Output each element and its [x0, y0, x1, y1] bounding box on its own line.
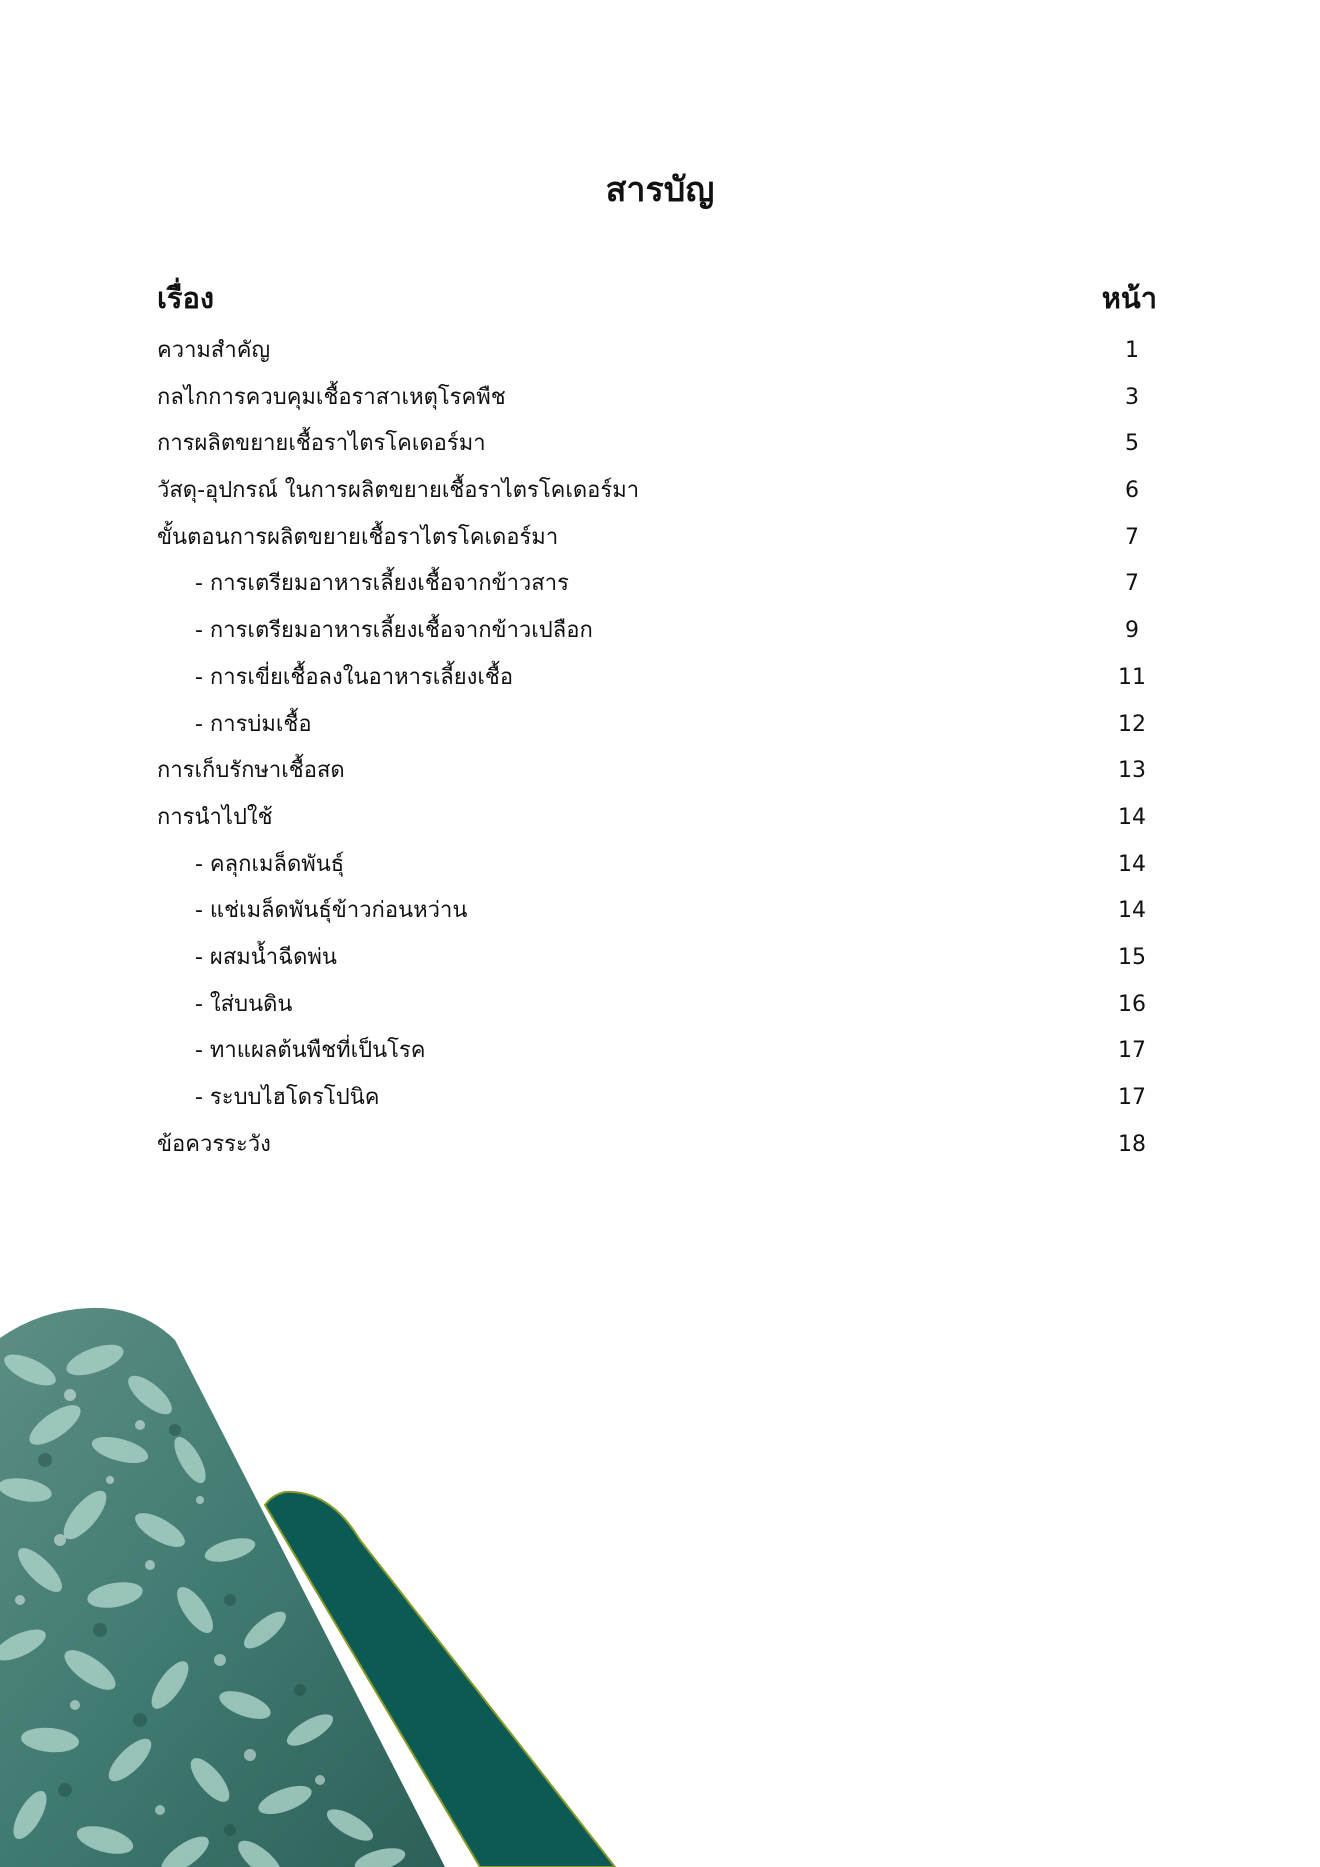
toc-entry-title: - ระบบไฮโดรโปนิค	[195, 1085, 380, 1110]
toc-subentry	[157, 660, 1157, 707]
toc-entry-title: - การเตรียมอาหารเลี้ยงเชื้อจากข้าวสาร	[195, 571, 569, 597]
toc-entry	[157, 380, 1157, 427]
toc-entry-page: 13	[1118, 758, 1146, 784]
toc-subentry	[157, 707, 1157, 754]
toc-entry-title: - การเขี่ยเชื้อลงในอาหารเลี้ยงเชื้อ	[195, 664, 514, 690]
toc-subentry	[157, 1033, 1157, 1080]
toc-entry	[157, 753, 1157, 800]
toc-entry-page: 14	[1118, 851, 1146, 877]
toc-entry-page: 17	[1118, 1038, 1146, 1064]
toc-entry	[157, 473, 1157, 520]
toc-subentry	[157, 613, 1157, 660]
toc-entry-title: กลไกการควบคุมเชื้อราสาเหตุโรคพืช	[157, 384, 506, 410]
page-title: สารบัญ	[605, 170, 715, 210]
toc-entry-title: - ใส่บนดิน	[195, 991, 293, 1017]
toc-entry	[157, 800, 1157, 847]
toc-header	[157, 276, 1157, 320]
toc-subentry	[157, 940, 1157, 987]
toc-entry-page: 15	[1118, 944, 1146, 970]
toc-entry-page: 14	[1118, 898, 1146, 924]
toc-entry-title: ความสำคัญ	[157, 338, 271, 363]
toc-entry-page: 14	[1118, 804, 1146, 830]
toc-entry-page: 11	[1118, 664, 1146, 690]
toc-entry-title: การเก็บรักษาเชื้อสด	[157, 758, 345, 784]
toc-entry-page: 12	[1118, 711, 1146, 737]
toc-entry-title: - ผสมน้ำฉีดพ่น	[195, 944, 337, 970]
toc-entry-page: 7	[1125, 571, 1139, 597]
toc-entry-title: ข้อควรระวัง	[157, 1131, 271, 1157]
toc-entry-title: - ทาแผลต้นพืชที่เป็นโรค	[195, 1038, 426, 1064]
toc-entry	[157, 333, 1157, 380]
toc-entry-page: 16	[1118, 991, 1146, 1017]
toc-entry-title: วัสดุ-อุปกรณ์ ในการผลิตขยายเชื้อราไตรโคเดอร์มา	[157, 478, 640, 504]
toc-entry-title: การนำไปใช้	[157, 804, 273, 830]
toc-header-topic: เรื่อง	[157, 281, 215, 315]
toc-entry-page: 18	[1118, 1131, 1146, 1157]
toc-entry-page: 3	[1125, 384, 1139, 410]
toc-entry-page: 7	[1125, 524, 1139, 550]
toc-subentry	[157, 847, 1157, 894]
toc-entry-title: - การบ่มเชื้อ	[195, 711, 312, 737]
toc-entry-page: 6	[1125, 478, 1139, 504]
toc-entry-title: - การเตรียมอาหารเลี้ยงเชื้อจากข้าวเปลือก	[195, 618, 593, 644]
toc-entry-page: 1	[1125, 338, 1139, 363]
toc-entry	[157, 426, 1157, 473]
toc-entry	[157, 520, 1157, 567]
toc-subentry	[157, 566, 1157, 613]
toc-subentry	[157, 987, 1157, 1034]
toc-subentry	[157, 1080, 1157, 1127]
toc-subentry	[157, 893, 1157, 940]
toc-list	[157, 333, 1157, 1173]
toc-entry-title: การผลิตขยายเชื้อราไตรโคเดอร์มา	[157, 431, 486, 457]
toc-entry-page: 9	[1125, 618, 1139, 644]
toc-entry-title: ขั้นตอนการผลิตขยายเชื้อราไตรโคเดอร์มา	[157, 524, 559, 550]
toc-entry	[157, 1127, 1157, 1174]
toc-entry-title: - แช่เมล็ดพันธุ์ข้าวก่อนหว่าน	[195, 898, 468, 924]
toc-entry-page: 5	[1125, 431, 1139, 457]
toc-entry-title: - คลุกเมล็ดพันธุ์	[195, 851, 345, 877]
toc-header-page: หน้า	[1101, 281, 1157, 315]
toc-entry-page: 17	[1118, 1085, 1146, 1110]
cover-decoration	[0, 1300, 640, 1867]
